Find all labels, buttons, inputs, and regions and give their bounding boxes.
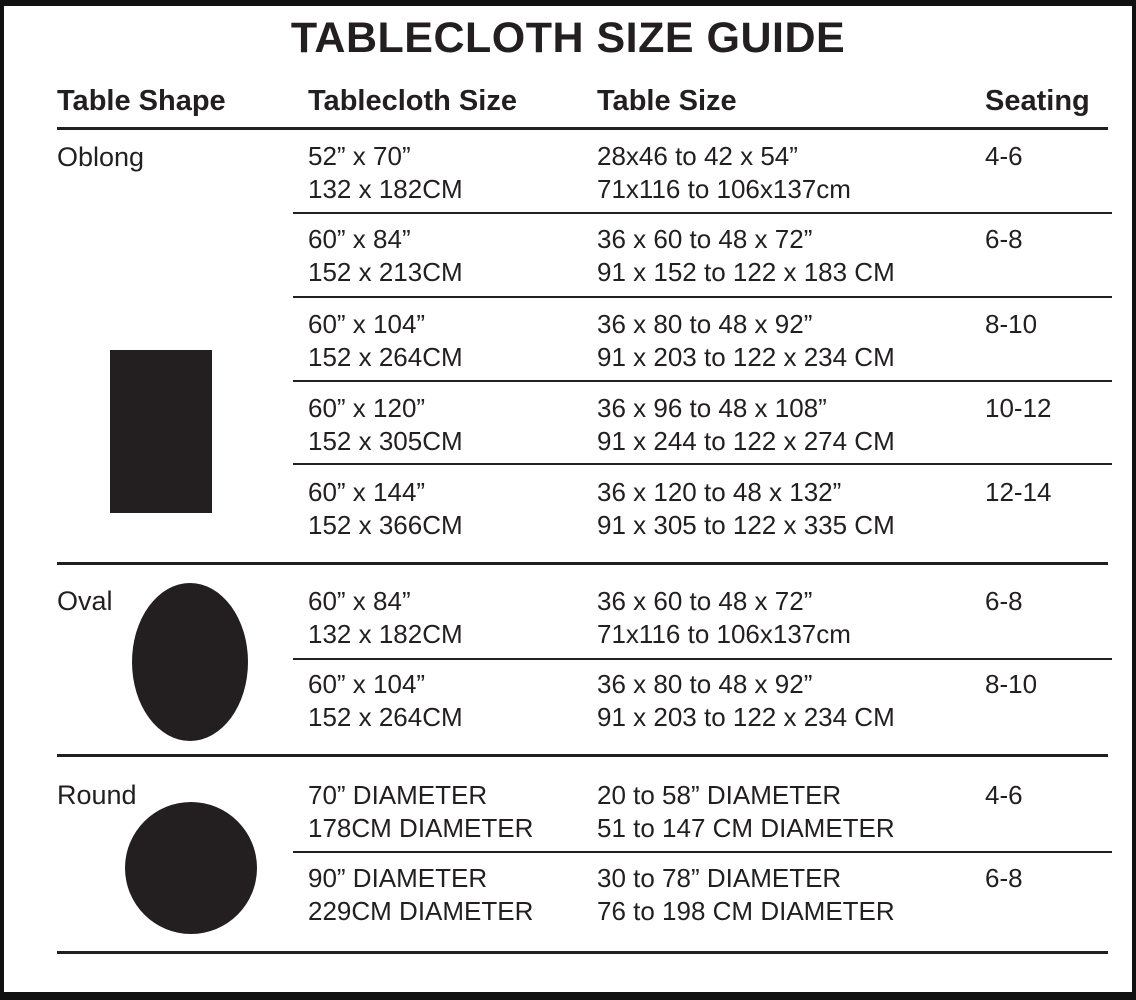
section-divider (57, 754, 1108, 757)
table-size-inches: 30 to 78” DIAMETER (597, 863, 842, 893)
row-divider (293, 380, 1112, 382)
column-header-table-shape: Table Shape (57, 85, 226, 117)
seating-range: 8-10 (985, 669, 1038, 699)
row-divider (293, 212, 1112, 214)
column-header-tablecloth-size: Tablecloth Size (308, 85, 517, 117)
tablecloth-size-inches: 60” x 84” (308, 586, 411, 616)
table-size-cm: 91 x 305 to 122 x 335 CM (597, 510, 895, 540)
table-size-inches: 36 x 60 to 48 x 72” (597, 224, 813, 254)
column-header-seating: Seating (985, 85, 1090, 117)
tablecloth-size-inches: 70” DIAMETER (308, 780, 488, 810)
tablecloth-size-cm: 152 x 264CM (308, 342, 463, 372)
table-row (308, 140, 1123, 206)
header-divider (57, 127, 1108, 130)
seating-range: 8-10 (985, 309, 1038, 339)
table-row (308, 779, 1123, 845)
row-divider (293, 463, 1112, 465)
rectangle-icon (110, 350, 212, 513)
table-row (308, 223, 1123, 289)
tablecloth-size-cm: 132 x 182CM (308, 174, 463, 204)
table-size-cm: 71x116 to 106x137cm (597, 619, 851, 649)
section-label-oblong: Oblong (57, 142, 145, 172)
tablecloth-size-cm: 178CM DIAMETER (308, 813, 534, 843)
tablecloth-size-inches: 60” x 104” (308, 669, 426, 699)
table-size-inches: 36 x 120 to 48 x 132” (597, 477, 842, 507)
table-size-inches: 20 to 58” DIAMETER (597, 780, 842, 810)
seating-range: 6-8 (985, 586, 1023, 616)
table-size-inches: 36 x 60 to 48 x 72” (597, 586, 813, 616)
table-row (308, 308, 1123, 374)
column-header-table-size: Table Size (597, 85, 737, 117)
tablecloth-size-cm: 152 x 213CM (308, 257, 463, 287)
table-size-inches: 28x46 to 42 x 54” (597, 141, 798, 171)
ellipse-icon (132, 583, 248, 741)
seating-range: 6-8 (985, 224, 1023, 254)
table-row (308, 668, 1123, 734)
tablecloth-size-cm: 152 x 264CM (308, 702, 463, 732)
seating-range: 6-8 (985, 863, 1023, 893)
table-row (308, 585, 1123, 651)
section-label-round: Round (57, 780, 137, 810)
section-label-oval: Oval (57, 586, 113, 616)
table-size-cm: 91 x 244 to 122 x 274 CM (597, 426, 895, 456)
table-size-cm: 91 x 203 to 122 x 234 CM (597, 702, 895, 732)
table-size-cm: 91 x 203 to 122 x 234 CM (597, 342, 895, 372)
table-size-cm: 71x116 to 106x137cm (597, 174, 851, 204)
tablecloth-size-inches: 90” DIAMETER (308, 863, 488, 893)
seating-range: 12-14 (985, 477, 1052, 507)
table-size-cm: 91 x 152 to 122 x 183 CM (597, 257, 895, 287)
table-size-cm: 51 to 147 CM DIAMETER (597, 813, 895, 843)
tablecloth-size-cm: 132 x 182CM (308, 619, 463, 649)
seating-range: 4-6 (985, 141, 1023, 171)
table-size-inches: 36 x 96 to 48 x 108” (597, 393, 827, 423)
seating-range: 10-12 (985, 393, 1052, 423)
tablecloth-size-inches: 60” x 84” (308, 224, 411, 254)
tablecloth-size-inches: 60” x 144” (308, 477, 426, 507)
tablecloth-size-inches: 52” x 70” (308, 141, 411, 171)
circle-icon (125, 802, 257, 934)
table-row (308, 392, 1123, 458)
table-size-cm: 76 to 198 CM DIAMETER (597, 896, 895, 926)
tablecloth-size-cm: 229CM DIAMETER (308, 896, 534, 926)
tablecloth-size-cm: 152 x 305CM (308, 426, 463, 456)
tablecloth-size-inches: 60” x 104” (308, 309, 426, 339)
bottom-divider (57, 951, 1108, 954)
table-row (308, 476, 1123, 542)
seating-range: 4-6 (985, 780, 1023, 810)
tablecloth-size-cm: 152 x 366CM (308, 510, 463, 540)
table-size-inches: 36 x 80 to 48 x 92” (597, 669, 813, 699)
tablecloth-size-inches: 60” x 120” (308, 393, 426, 423)
row-divider (293, 658, 1112, 660)
table-size-inches: 36 x 80 to 48 x 92” (597, 309, 813, 339)
row-divider (293, 851, 1112, 853)
section-divider (57, 562, 1108, 565)
page-title: TABLECLOTH SIZE GUIDE (290, 14, 846, 62)
table-row (308, 862, 1123, 928)
row-divider (293, 296, 1112, 298)
